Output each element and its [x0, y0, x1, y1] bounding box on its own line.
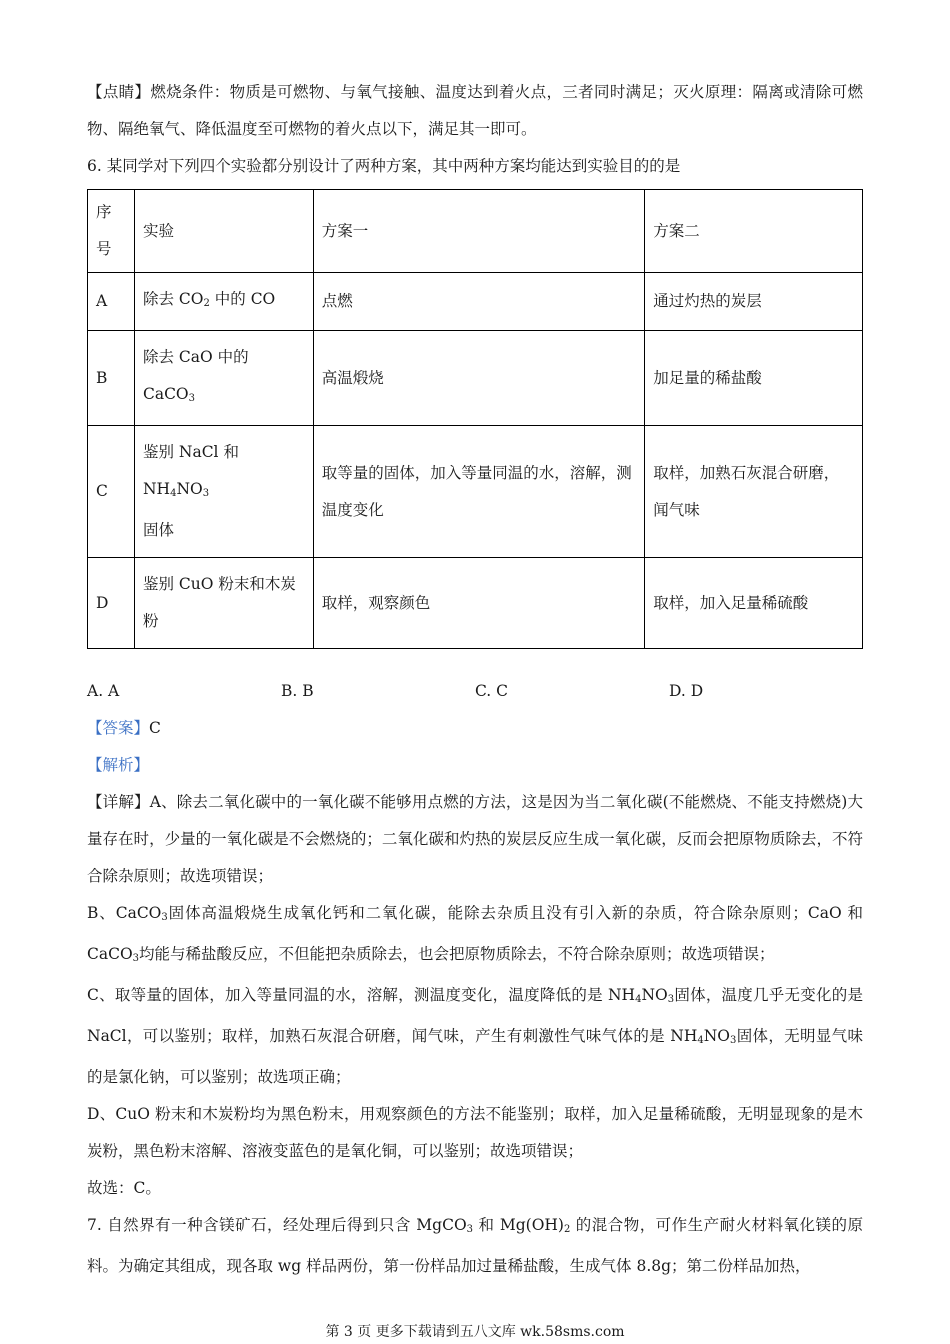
header-cell: 方案二 — [645, 190, 863, 273]
detail-b: B、CaCO$_3$固体高温煅烧生成氧化钙和二氧化碳，能除去杂质且没有引入新的杂质，符合除杂原则；CaO 和 CaCO$_3$均能与稀盐酸反应，不但能把杂质除去，也会把原物质除去，不符合除杂原则；故选项错误； — [87, 904, 863, 964]
table-header-row — [88, 190, 863, 273]
header-cell: 序号 — [88, 190, 135, 273]
option-b: B. B — [281, 682, 314, 700]
table-row: C 鉴别 NaCl 和 $NH_4NO_3$ 固体 取等量的固体，加入等量同温的水，溶解，测温度变化 取样，加熟石灰混合研磨，闻气味 — [88, 426, 863, 558]
option-d: D. D — [669, 682, 704, 700]
detail-c: C、取等量的固体，加入等量同温的水，溶解，测温度变化，温度降低的是 $NH_4NO_3$固体，温度几乎无变化的是 NaCl，可以鉴别；取样，加熟石灰混合研磨，闻气味，产生有刺激性气味气体的是 $NH_4NO_3$固体，无明显气味的是氯化钠，可以鉴别；故选项正确； — [87, 986, 863, 1086]
table-row: D 鉴别 CuO 粉末和木炭粉 取样，观察颜色 取样，加入足量稀硫酸 — [88, 558, 863, 649]
option-a: A. A — [87, 682, 120, 700]
table-row: A 除去 $CO_2$ 中的 CO 点燃 通过灼热的炭层 — [88, 273, 863, 331]
option-c: C. C — [475, 682, 509, 700]
experiment-table — [87, 189, 863, 649]
analysis-tag: 【解析】 — [87, 756, 150, 774]
answer-line — [87, 710, 863, 747]
header-cell: 实验 — [134, 190, 313, 273]
page-footer: 第 3 页 更多下载请到五八文库 wk.58sms.com — [325, 1324, 625, 1340]
answer-options — [87, 673, 863, 710]
table-row: B 除去 CaO 中的 CaCO$_3$ 高温煅烧 加足量的稀盐酸 — [88, 331, 863, 426]
answer-tag: 【答案】 — [87, 719, 150, 737]
header-cell: 方案一 — [313, 190, 644, 273]
answer-value: C — [149, 719, 161, 737]
prev-remark: 【点睛】燃烧条件：物质是可燃物、与氧气接触、温度达到着火点，三者同时满足；灭火原理：隔离或清除可燃物、隔绝氧气、降低温度至可燃物的着火点以下，满足其一即可。 — [87, 83, 863, 138]
detail-d: D、CuO 粉末和木炭粉均为黑色粉末，用观察颜色的方法不能鉴别；取样，加入足量稀硫酸，无明显现象的是木炭粉，黑色粉末溶解、溶液变蓝色的是氧化铜，可以鉴别；故选项错误； — [87, 1105, 863, 1160]
q7-stem: 7. 自然界有一种含镁矿石，经处理后得到只含 MgCO$_3$ 和 $Mg(OH)_2$ 的混合物，可作生产耐火材料氧化镁的原料。为确定其组成，现各取 wg 样品两份，第一份样品加过量稀盐酸，生成气体 8.8g；第二份样品加热， — [87, 1216, 863, 1275]
conclusion: 故选：C。 — [87, 1179, 161, 1197]
page-content — [87, 74, 863, 1285]
detail-a: 【详解】A、除去二氧化碳中的一氧化碳不能够用点燃的方法，这是因为当二氧化碳(不能燃烧、不能支持燃烧)大量存在时，少量的一氧化碳是不会燃烧的；二氧化碳和灼热的炭层反应生成一氧化碳，反而会把原物质除去，不符合除杂原则；故选项错误； — [87, 793, 863, 885]
q6-stem: 6. 某同学对下列四个实验都分别设计了两种方案，其中两种方案均能达到实验目的的是 — [87, 157, 681, 175]
remark-tag: 【点睛】 — [87, 83, 151, 101]
